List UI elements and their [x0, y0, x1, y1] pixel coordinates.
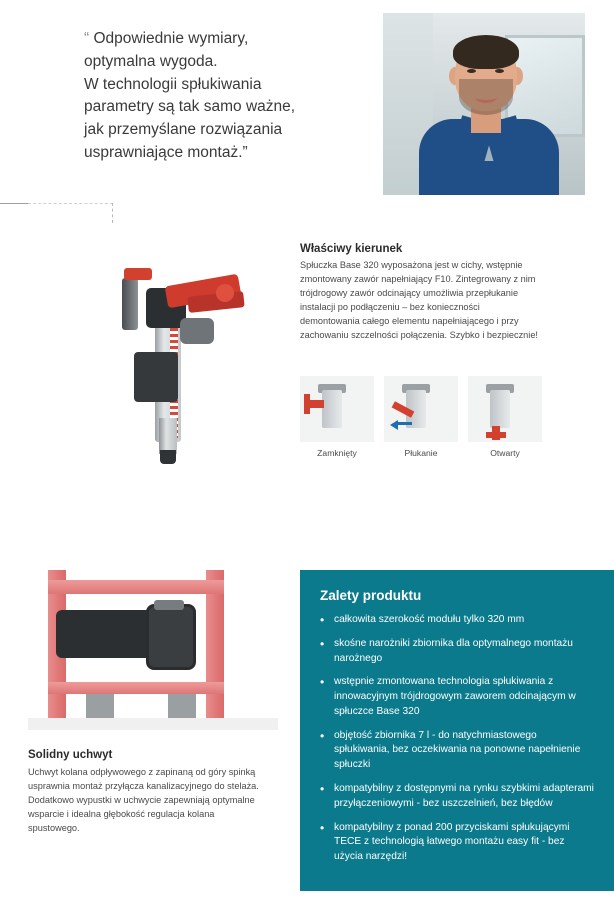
quote-line-4: parametry są tak samo ważne, — [84, 98, 296, 116]
pull-quote — [84, 28, 364, 165]
flow-line — [396, 422, 412, 425]
grip-body: Uchwyt kolana odpływowego z zapinaną od góry spinką usprawnia montaż przyłącza kanalizacyjnego do stelaża. Dodatkowo wypustki w uchwycie zapewniają optymalne wsparcie i idealna głębokość regulacja kolana spustowego. — [28, 767, 259, 833]
filling-valve-photo — [60, 232, 270, 472]
state-thumb-open — [468, 376, 542, 458]
benefits-item: • kompatybilny z dostępnymi na rynku szybkimi adapterami przyłączeniowymi - bez uszczelnień, bez błędów — [320, 782, 594, 812]
bracket-photo — [28, 570, 278, 730]
frame-crossbar-top — [48, 580, 224, 594]
quote-open-mark: “ — [84, 30, 90, 47]
state-open-image — [468, 376, 542, 442]
frame-rail-right — [206, 570, 224, 730]
quote-line-5: jak przemyślane rozwiązania — [84, 121, 283, 139]
valve-red-cap — [216, 284, 234, 302]
quote-line-3: W technologii spłukiwania — [84, 75, 262, 93]
state-label-open: Otwarty — [490, 448, 520, 458]
crop-mark-dashed-vertical — [112, 203, 114, 223]
valve-mid-housing — [134, 352, 178, 402]
benefits-item: • skośne narożniki zbiornika dla optymalnego montażu narożnego — [320, 637, 594, 667]
direction-heading: Właściwy kierunek — [300, 243, 403, 255]
quote-line-2: optymalna wygoda. — [84, 52, 218, 70]
benefits-item: • objętość zbiornika 7 l - do natychmiastowego spłukiwania, bez oczekiwania na ponowne napełnienie spłuczki — [320, 729, 594, 773]
quote-line-1: Odpowiednie wymiary, — [89, 30, 249, 47]
state-closed-image — [300, 376, 374, 442]
valve-state-thumbnails — [300, 376, 542, 458]
benefits-item: • kompatybilny z ponad 200 przyciskami spłukującymi TECE z technologią łatwego montażu easy fit - bez użycia narzędzi! — [320, 821, 594, 865]
portrait-eye-right — [495, 69, 504, 73]
benefits-panel — [300, 570, 614, 891]
floor-surface — [28, 718, 278, 730]
valve-adjust-knob — [180, 318, 214, 344]
valve-inlet-pipe — [122, 278, 138, 330]
valve-lower-shaft — [159, 418, 177, 454]
benefits-item: • całkowita szerokość modułu tylko 320 mm — [320, 613, 594, 628]
pipe-holder-ring — [146, 604, 196, 670]
crop-mark-dashed-horizontal — [28, 203, 113, 205]
portrait-hair — [453, 35, 519, 69]
state-thumb-closed — [300, 376, 374, 458]
state-thumb-flushing — [384, 376, 458, 458]
frame-foot-left — [86, 694, 114, 718]
pipe-clip — [154, 600, 184, 610]
valve-lever-open — [486, 432, 506, 438]
valve-lever-closed — [304, 394, 310, 414]
state-label-flushing: Płukanie — [404, 448, 438, 458]
valve-body — [490, 390, 510, 428]
crop-mark-horizontal — [0, 203, 28, 204]
valve-tip — [160, 450, 176, 464]
benefits-title: Zalety produktu — [320, 588, 422, 603]
frame-crossbar-bottom — [48, 682, 224, 694]
state-label-closed: Zamknięty — [317, 448, 357, 458]
grip-heading: Solidny uchwyt — [28, 749, 113, 761]
state-flushing-image — [384, 376, 458, 442]
benefits-list — [320, 613, 594, 865]
quote-line-6: usprawniające montaż.” — [84, 143, 248, 161]
portrait-eye-left — [467, 69, 476, 73]
valve-red-top — [124, 268, 152, 280]
portrait-smile — [475, 91, 497, 103]
frame-foot-right — [168, 694, 196, 718]
valve-body — [322, 390, 342, 428]
portrait-photo — [383, 13, 585, 195]
benefits-item: • wstępnie zmontowana technologia spłukiwania z innowacyjnym trójdrogowym zaworem odcinającym w spłuczce Base 320 — [320, 675, 594, 719]
direction-body: Spłuczka Base 320 wyposażona jest w cichy, wstępnie zmontowany zawór napełniający F10. Zintegrowany z nim trójdrogowy zawór odcinający umożliwia przepłukanie instalacji po podłączeniu – bez konieczności demontowania całego elementu napełniającego i przy zachowaniu szczelności połączenia. Szybko i bezpiecznie! — [300, 260, 538, 340]
